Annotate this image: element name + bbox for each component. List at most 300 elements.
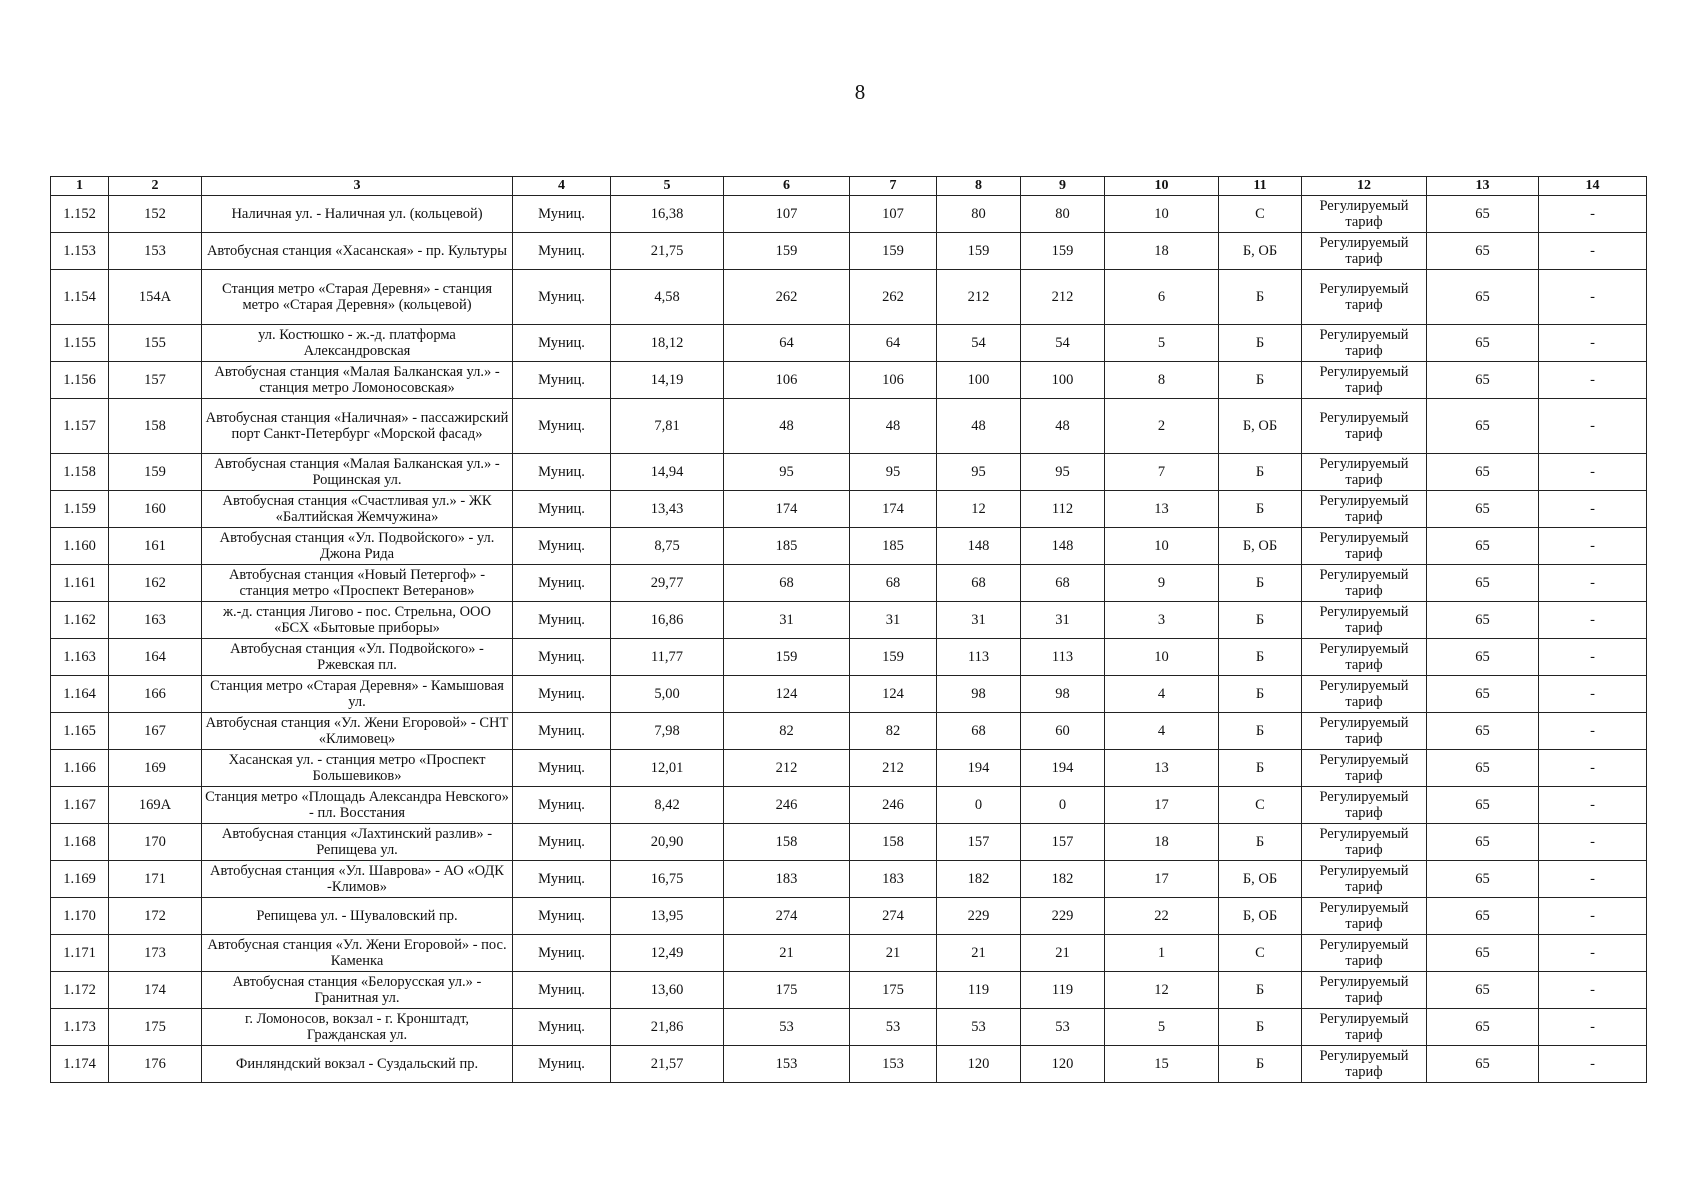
table-row bbox=[51, 1046, 1647, 1083]
tariff-type-cell: Регулируемый тариф bbox=[1302, 362, 1427, 399]
row-number-cell: 1.161 bbox=[51, 565, 109, 602]
stops-backward-alt-cell: 100 bbox=[1021, 362, 1105, 399]
carrier-type-cell: Муниц. bbox=[513, 454, 611, 491]
row-number-cell: 1.172 bbox=[51, 972, 109, 1009]
stops-backward-alt-cell: 119 bbox=[1021, 972, 1105, 1009]
table-body bbox=[51, 196, 1647, 1083]
stops-backward-cell: 175 bbox=[850, 972, 937, 1009]
routes-table bbox=[50, 176, 1647, 1083]
table-row bbox=[51, 676, 1647, 713]
stops-forward-alt-cell: 113 bbox=[937, 639, 1021, 676]
table-row bbox=[51, 325, 1647, 362]
vehicle-count-cell: 7 bbox=[1105, 454, 1219, 491]
vehicle-count-cell: 1 bbox=[1105, 935, 1219, 972]
note-cell: - bbox=[1539, 713, 1647, 750]
stops-forward-alt-cell: 80 bbox=[937, 196, 1021, 233]
stops-backward-alt-cell: 212 bbox=[1021, 270, 1105, 325]
row-number-cell: 1.163 bbox=[51, 639, 109, 676]
tariff-type-cell: Регулируемый тариф bbox=[1302, 676, 1427, 713]
note-cell: - bbox=[1539, 528, 1647, 565]
carrier-type-cell: Муниц. bbox=[513, 676, 611, 713]
table-row bbox=[51, 233, 1647, 270]
carrier-type-cell: Муниц. bbox=[513, 935, 611, 972]
stops-backward-cell: 262 bbox=[850, 270, 937, 325]
row-number-cell: 1.166 bbox=[51, 750, 109, 787]
tariff-value-cell: 65 bbox=[1427, 602, 1539, 639]
stops-backward-alt-cell: 0 bbox=[1021, 787, 1105, 824]
tariff-value-cell: 65 bbox=[1427, 270, 1539, 325]
note-cell: - bbox=[1539, 233, 1647, 270]
note-cell: - bbox=[1539, 454, 1647, 491]
row-number-cell: 1.173 bbox=[51, 1009, 109, 1046]
stops-backward-cell: 159 bbox=[850, 639, 937, 676]
tariff-value-cell: 65 bbox=[1427, 491, 1539, 528]
vehicle-class-cell: С bbox=[1219, 935, 1302, 972]
row-number-cell: 1.164 bbox=[51, 676, 109, 713]
route-length-cell: 21,75 bbox=[611, 233, 724, 270]
note-cell: - bbox=[1539, 399, 1647, 454]
stops-forward-alt-cell: 159 bbox=[937, 233, 1021, 270]
stops-forward-cell: 159 bbox=[724, 639, 850, 676]
vehicle-class-cell: Б bbox=[1219, 824, 1302, 861]
vehicle-count-cell: 10 bbox=[1105, 528, 1219, 565]
vehicle-count-cell: 18 bbox=[1105, 824, 1219, 861]
stops-backward-cell: 124 bbox=[850, 676, 937, 713]
route-number-cell: 162 bbox=[109, 565, 202, 602]
route-number-cell: 159 bbox=[109, 454, 202, 491]
route-number-cell: 171 bbox=[109, 861, 202, 898]
tariff-type-cell: Регулируемый тариф bbox=[1302, 972, 1427, 1009]
row-number-cell: 1.154 bbox=[51, 270, 109, 325]
table-row bbox=[51, 972, 1647, 1009]
route-name-cell: Станция метро «Площадь Александра Невского» - пл. Восстания bbox=[202, 787, 513, 824]
vehicle-class-cell: Б bbox=[1219, 1046, 1302, 1083]
route-length-cell: 21,86 bbox=[611, 1009, 724, 1046]
tariff-type-cell: Регулируемый тариф bbox=[1302, 454, 1427, 491]
tariff-value-cell: 65 bbox=[1427, 325, 1539, 362]
table-row bbox=[51, 491, 1647, 528]
stops-backward-alt-cell: 182 bbox=[1021, 861, 1105, 898]
route-name-cell: Автобусная станция «Малая Балканская ул.» - Рощинская ул. bbox=[202, 454, 513, 491]
tariff-value-cell: 65 bbox=[1427, 787, 1539, 824]
route-name-cell: Автобусная станция «Малая Балканская ул.» - станция метро Ломоносовская» bbox=[202, 362, 513, 399]
route-number-cell: 172 bbox=[109, 898, 202, 935]
stops-backward-alt-cell: 98 bbox=[1021, 676, 1105, 713]
note-cell: - bbox=[1539, 676, 1647, 713]
stops-forward-cell: 158 bbox=[724, 824, 850, 861]
vehicle-count-cell: 17 bbox=[1105, 787, 1219, 824]
tariff-type-cell: Регулируемый тариф bbox=[1302, 233, 1427, 270]
stops-forward-alt-cell: 48 bbox=[937, 399, 1021, 454]
stops-backward-cell: 158 bbox=[850, 824, 937, 861]
route-number-cell: 175 bbox=[109, 1009, 202, 1046]
stops-forward-alt-cell: 194 bbox=[937, 750, 1021, 787]
vehicle-class-cell: Б bbox=[1219, 454, 1302, 491]
stops-backward-cell: 246 bbox=[850, 787, 937, 824]
note-cell: - bbox=[1539, 972, 1647, 1009]
table-row bbox=[51, 1009, 1647, 1046]
route-number-cell: 155 bbox=[109, 325, 202, 362]
route-number-cell: 166 bbox=[109, 676, 202, 713]
stops-forward-cell: 106 bbox=[724, 362, 850, 399]
table-row bbox=[51, 270, 1647, 325]
vehicle-class-cell: Б bbox=[1219, 713, 1302, 750]
stops-forward-cell: 124 bbox=[724, 676, 850, 713]
route-name-cell: ж.-д. станция Лигово - пос. Стрельна, ООО «БСХ «Бытовые приборы» bbox=[202, 602, 513, 639]
note-cell: - bbox=[1539, 196, 1647, 233]
vehicle-class-cell: С bbox=[1219, 787, 1302, 824]
vehicle-count-cell: 4 bbox=[1105, 676, 1219, 713]
stops-forward-alt-cell: 68 bbox=[937, 713, 1021, 750]
route-number-cell: 160 bbox=[109, 491, 202, 528]
tariff-type-cell: Регулируемый тариф bbox=[1302, 898, 1427, 935]
stops-backward-cell: 21 bbox=[850, 935, 937, 972]
route-name-cell: Автобусная станция «Ул. Подвойского» - ул. Джона Рида bbox=[202, 528, 513, 565]
route-name-cell: Автобусная станция «Лахтинский разлив» - Репищева ул. bbox=[202, 824, 513, 861]
vehicle-class-cell: Б, ОБ bbox=[1219, 861, 1302, 898]
carrier-type-cell: Муниц. bbox=[513, 528, 611, 565]
table-row bbox=[51, 861, 1647, 898]
note-cell: - bbox=[1539, 787, 1647, 824]
stops-forward-alt-cell: 98 bbox=[937, 676, 1021, 713]
stops-forward-cell: 274 bbox=[724, 898, 850, 935]
stops-forward-cell: 174 bbox=[724, 491, 850, 528]
vehicle-class-cell: Б bbox=[1219, 676, 1302, 713]
table-row bbox=[51, 787, 1647, 824]
stops-forward-cell: 107 bbox=[724, 196, 850, 233]
route-number-cell: 153 bbox=[109, 233, 202, 270]
route-length-cell: 16,75 bbox=[611, 861, 724, 898]
carrier-type-cell: Муниц. bbox=[513, 362, 611, 399]
tariff-type-cell: Регулируемый тариф bbox=[1302, 713, 1427, 750]
column-header: 5 bbox=[611, 177, 724, 196]
stops-forward-alt-cell: 182 bbox=[937, 861, 1021, 898]
stops-forward-cell: 262 bbox=[724, 270, 850, 325]
table-row bbox=[51, 362, 1647, 399]
stops-forward-alt-cell: 12 bbox=[937, 491, 1021, 528]
row-number-cell: 1.160 bbox=[51, 528, 109, 565]
route-length-cell: 14,94 bbox=[611, 454, 724, 491]
route-number-cell: 152 bbox=[109, 196, 202, 233]
stops-backward-cell: 68 bbox=[850, 565, 937, 602]
table-row bbox=[51, 602, 1647, 639]
stops-forward-cell: 21 bbox=[724, 935, 850, 972]
stops-forward-alt-cell: 100 bbox=[937, 362, 1021, 399]
route-length-cell: 7,98 bbox=[611, 713, 724, 750]
note-cell: - bbox=[1539, 362, 1647, 399]
vehicle-class-cell: Б bbox=[1219, 602, 1302, 639]
route-number-cell: 170 bbox=[109, 824, 202, 861]
carrier-type-cell: Муниц. bbox=[513, 233, 611, 270]
route-length-cell: 8,42 bbox=[611, 787, 724, 824]
tariff-type-cell: Регулируемый тариф bbox=[1302, 528, 1427, 565]
vehicle-class-cell: Б bbox=[1219, 270, 1302, 325]
column-header: 8 bbox=[937, 177, 1021, 196]
route-length-cell: 13,60 bbox=[611, 972, 724, 1009]
route-length-cell: 13,95 bbox=[611, 898, 724, 935]
tariff-value-cell: 65 bbox=[1427, 972, 1539, 1009]
table-row bbox=[51, 824, 1647, 861]
carrier-type-cell: Муниц. bbox=[513, 824, 611, 861]
vehicle-count-cell: 6 bbox=[1105, 270, 1219, 325]
stops-forward-alt-cell: 148 bbox=[937, 528, 1021, 565]
carrier-type-cell: Муниц. bbox=[513, 787, 611, 824]
note-cell: - bbox=[1539, 270, 1647, 325]
stops-backward-cell: 64 bbox=[850, 325, 937, 362]
stops-backward-alt-cell: 31 bbox=[1021, 602, 1105, 639]
vehicle-count-cell: 8 bbox=[1105, 362, 1219, 399]
stops-forward-cell: 48 bbox=[724, 399, 850, 454]
stops-backward-cell: 212 bbox=[850, 750, 937, 787]
row-number-cell: 1.155 bbox=[51, 325, 109, 362]
vehicle-count-cell: 15 bbox=[1105, 1046, 1219, 1083]
stops-forward-alt-cell: 157 bbox=[937, 824, 1021, 861]
route-number-cell: 176 bbox=[109, 1046, 202, 1083]
vehicle-class-cell: Б, ОБ bbox=[1219, 399, 1302, 454]
tariff-value-cell: 65 bbox=[1427, 639, 1539, 676]
route-length-cell: 12,49 bbox=[611, 935, 724, 972]
route-name-cell: Хасанская ул. - станция метро «Проспект Большевиков» bbox=[202, 750, 513, 787]
stops-forward-cell: 68 bbox=[724, 565, 850, 602]
column-header: 10 bbox=[1105, 177, 1219, 196]
vehicle-class-cell: Б, ОБ bbox=[1219, 898, 1302, 935]
carrier-type-cell: Муниц. bbox=[513, 196, 611, 233]
stops-backward-cell: 174 bbox=[850, 491, 937, 528]
carrier-type-cell: Муниц. bbox=[513, 750, 611, 787]
tariff-value-cell: 65 bbox=[1427, 1009, 1539, 1046]
note-cell: - bbox=[1539, 750, 1647, 787]
route-length-cell: 8,75 bbox=[611, 528, 724, 565]
route-name-cell: Репищева ул. - Шуваловский пр. bbox=[202, 898, 513, 935]
column-header: 6 bbox=[724, 177, 850, 196]
vehicle-count-cell: 10 bbox=[1105, 196, 1219, 233]
stops-forward-alt-cell: 68 bbox=[937, 565, 1021, 602]
vehicle-count-cell: 12 bbox=[1105, 972, 1219, 1009]
route-name-cell: Наличная ул. - Наличная ул. (кольцевой) bbox=[202, 196, 513, 233]
row-number-cell: 1.171 bbox=[51, 935, 109, 972]
route-length-cell: 4,58 bbox=[611, 270, 724, 325]
route-name-cell: Финляндский вокзал - Суздальский пр. bbox=[202, 1046, 513, 1083]
stops-backward-cell: 53 bbox=[850, 1009, 937, 1046]
header-row bbox=[51, 177, 1647, 196]
stops-forward-cell: 185 bbox=[724, 528, 850, 565]
route-name-cell: Автобусная станция «Ул. Шаврова» - АО «ОДК -Климов» bbox=[202, 861, 513, 898]
table-row bbox=[51, 454, 1647, 491]
column-header: 14 bbox=[1539, 177, 1647, 196]
note-cell: - bbox=[1539, 935, 1647, 972]
stops-backward-cell: 48 bbox=[850, 399, 937, 454]
vehicle-count-cell: 18 bbox=[1105, 233, 1219, 270]
vehicle-count-cell: 22 bbox=[1105, 898, 1219, 935]
route-length-cell: 7,81 bbox=[611, 399, 724, 454]
row-number-cell: 1.159 bbox=[51, 491, 109, 528]
route-length-cell: 11,77 bbox=[611, 639, 724, 676]
note-cell: - bbox=[1539, 1046, 1647, 1083]
tariff-value-cell: 65 bbox=[1427, 454, 1539, 491]
tariff-type-cell: Регулируемый тариф bbox=[1302, 1046, 1427, 1083]
route-length-cell: 18,12 bbox=[611, 325, 724, 362]
carrier-type-cell: Муниц. bbox=[513, 602, 611, 639]
tariff-type-cell: Регулируемый тариф bbox=[1302, 750, 1427, 787]
column-header: 4 bbox=[513, 177, 611, 196]
stops-backward-alt-cell: 80 bbox=[1021, 196, 1105, 233]
tariff-type-cell: Регулируемый тариф bbox=[1302, 270, 1427, 325]
row-number-cell: 1.153 bbox=[51, 233, 109, 270]
note-cell: - bbox=[1539, 639, 1647, 676]
stops-backward-alt-cell: 159 bbox=[1021, 233, 1105, 270]
vehicle-class-cell: Б bbox=[1219, 362, 1302, 399]
stops-backward-alt-cell: 21 bbox=[1021, 935, 1105, 972]
route-length-cell: 14,19 bbox=[611, 362, 724, 399]
stops-backward-cell: 185 bbox=[850, 528, 937, 565]
vehicle-class-cell: С bbox=[1219, 196, 1302, 233]
stops-forward-alt-cell: 212 bbox=[937, 270, 1021, 325]
note-cell: - bbox=[1539, 325, 1647, 362]
route-name-cell: Автобусная станция «Ул. Жени Егоровой» - пос. Каменка bbox=[202, 935, 513, 972]
note-cell: - bbox=[1539, 824, 1647, 861]
tariff-value-cell: 65 bbox=[1427, 676, 1539, 713]
note-cell: - bbox=[1539, 565, 1647, 602]
route-number-cell: 163 bbox=[109, 602, 202, 639]
stops-forward-cell: 153 bbox=[724, 1046, 850, 1083]
carrier-type-cell: Муниц. bbox=[513, 639, 611, 676]
vehicle-count-cell: 10 bbox=[1105, 639, 1219, 676]
route-number-cell: 154А bbox=[109, 270, 202, 325]
stops-backward-cell: 183 bbox=[850, 861, 937, 898]
tariff-type-cell: Регулируемый тариф bbox=[1302, 399, 1427, 454]
tariff-type-cell: Регулируемый тариф bbox=[1302, 196, 1427, 233]
tariff-type-cell: Регулируемый тариф bbox=[1302, 1009, 1427, 1046]
note-cell: - bbox=[1539, 491, 1647, 528]
vehicle-count-cell: 17 bbox=[1105, 861, 1219, 898]
row-number-cell: 1.156 bbox=[51, 362, 109, 399]
stops-forward-cell: 31 bbox=[724, 602, 850, 639]
stops-backward-alt-cell: 113 bbox=[1021, 639, 1105, 676]
row-number-cell: 1.169 bbox=[51, 861, 109, 898]
tariff-type-cell: Регулируемый тариф bbox=[1302, 565, 1427, 602]
column-header: 9 bbox=[1021, 177, 1105, 196]
vehicle-count-cell: 5 bbox=[1105, 325, 1219, 362]
vehicle-class-cell: Б bbox=[1219, 639, 1302, 676]
tariff-type-cell: Регулируемый тариф bbox=[1302, 602, 1427, 639]
stops-backward-alt-cell: 112 bbox=[1021, 491, 1105, 528]
route-length-cell: 5,00 bbox=[611, 676, 724, 713]
route-number-cell: 169А bbox=[109, 787, 202, 824]
row-number-cell: 1.174 bbox=[51, 1046, 109, 1083]
route-name-cell: Автобусная станция «Наличная» - пассажирский порт Санкт-Петербург «Морской фасад» bbox=[202, 399, 513, 454]
route-name-cell: Станция метро «Старая Деревня» - Камышовая ул. bbox=[202, 676, 513, 713]
note-cell: - bbox=[1539, 1009, 1647, 1046]
stops-backward-cell: 159 bbox=[850, 233, 937, 270]
tariff-value-cell: 65 bbox=[1427, 233, 1539, 270]
tariff-type-cell: Регулируемый тариф bbox=[1302, 861, 1427, 898]
carrier-type-cell: Муниц. bbox=[513, 399, 611, 454]
note-cell: - bbox=[1539, 898, 1647, 935]
stops-backward-cell: 153 bbox=[850, 1046, 937, 1083]
stops-backward-alt-cell: 60 bbox=[1021, 713, 1105, 750]
note-cell: - bbox=[1539, 602, 1647, 639]
carrier-type-cell: Муниц. bbox=[513, 1046, 611, 1083]
vehicle-count-cell: 9 bbox=[1105, 565, 1219, 602]
route-number-cell: 173 bbox=[109, 935, 202, 972]
stops-forward-alt-cell: 53 bbox=[937, 1009, 1021, 1046]
table-row bbox=[51, 750, 1647, 787]
tariff-type-cell: Регулируемый тариф bbox=[1302, 325, 1427, 362]
route-name-cell: г. Ломоносов, вокзал - г. Кронштадт, Гражданская ул. bbox=[202, 1009, 513, 1046]
stops-backward-alt-cell: 120 bbox=[1021, 1046, 1105, 1083]
tariff-value-cell: 65 bbox=[1427, 898, 1539, 935]
row-number-cell: 1.168 bbox=[51, 824, 109, 861]
tariff-type-cell: Регулируемый тариф bbox=[1302, 491, 1427, 528]
table-row bbox=[51, 528, 1647, 565]
stops-backward-alt-cell: 53 bbox=[1021, 1009, 1105, 1046]
table-row bbox=[51, 898, 1647, 935]
tariff-value-cell: 65 bbox=[1427, 750, 1539, 787]
row-number-cell: 1.162 bbox=[51, 602, 109, 639]
row-number-cell: 1.152 bbox=[51, 196, 109, 233]
route-name-cell: Автобусная станция «Ул. Жени Егоровой» - СНТ «Климовец» bbox=[202, 713, 513, 750]
stops-forward-cell: 212 bbox=[724, 750, 850, 787]
carrier-type-cell: Муниц. bbox=[513, 1009, 611, 1046]
route-name-cell: ул. Костюшко - ж.-д. платформа Александровская bbox=[202, 325, 513, 362]
stops-forward-alt-cell: 229 bbox=[937, 898, 1021, 935]
carrier-type-cell: Муниц. bbox=[513, 270, 611, 325]
column-header: 1 bbox=[51, 177, 109, 196]
stops-backward-alt-cell: 54 bbox=[1021, 325, 1105, 362]
route-name-cell: Автобусная станция «Белорусская ул.» - Гранитная ул. bbox=[202, 972, 513, 1009]
tariff-value-cell: 65 bbox=[1427, 565, 1539, 602]
route-number-cell: 161 bbox=[109, 528, 202, 565]
page-number: 8 bbox=[854, 80, 866, 104]
vehicle-count-cell: 2 bbox=[1105, 399, 1219, 454]
stops-backward-cell: 31 bbox=[850, 602, 937, 639]
tariff-value-cell: 65 bbox=[1427, 935, 1539, 972]
vehicle-class-cell: Б bbox=[1219, 491, 1302, 528]
route-length-cell: 29,77 bbox=[611, 565, 724, 602]
route-length-cell: 13,43 bbox=[611, 491, 724, 528]
stops-backward-alt-cell: 95 bbox=[1021, 454, 1105, 491]
row-number-cell: 1.165 bbox=[51, 713, 109, 750]
stops-backward-alt-cell: 48 bbox=[1021, 399, 1105, 454]
stops-forward-cell: 64 bbox=[724, 325, 850, 362]
table-row bbox=[51, 196, 1647, 233]
vehicle-class-cell: Б bbox=[1219, 1009, 1302, 1046]
stops-forward-cell: 183 bbox=[724, 861, 850, 898]
route-name-cell: Автобусная станция «Новый Петергоф» - станция метро «Проспект Ветеранов» bbox=[202, 565, 513, 602]
tariff-value-cell: 65 bbox=[1427, 824, 1539, 861]
stops-forward-cell: 95 bbox=[724, 454, 850, 491]
tariff-value-cell: 65 bbox=[1427, 362, 1539, 399]
carrier-type-cell: Муниц. bbox=[513, 861, 611, 898]
route-number-cell: 158 bbox=[109, 399, 202, 454]
tariff-value-cell: 65 bbox=[1427, 196, 1539, 233]
carrier-type-cell: Муниц. bbox=[513, 713, 611, 750]
column-header: 11 bbox=[1219, 177, 1302, 196]
route-name-cell: Автобусная станция «Счастливая ул.» - ЖК «Балтийская Жемчужина» bbox=[202, 491, 513, 528]
stops-backward-cell: 95 bbox=[850, 454, 937, 491]
stops-backward-alt-cell: 229 bbox=[1021, 898, 1105, 935]
stops-forward-cell: 82 bbox=[724, 713, 850, 750]
vehicle-class-cell: Б bbox=[1219, 750, 1302, 787]
stops-backward-alt-cell: 157 bbox=[1021, 824, 1105, 861]
column-header: 12 bbox=[1302, 177, 1427, 196]
stops-backward-cell: 107 bbox=[850, 196, 937, 233]
route-name-cell: Автобусная станция «Хасанская» - пр. Культуры bbox=[202, 233, 513, 270]
vehicle-count-cell: 5 bbox=[1105, 1009, 1219, 1046]
stops-forward-alt-cell: 0 bbox=[937, 787, 1021, 824]
stops-forward-alt-cell: 95 bbox=[937, 454, 1021, 491]
table-row bbox=[51, 639, 1647, 676]
